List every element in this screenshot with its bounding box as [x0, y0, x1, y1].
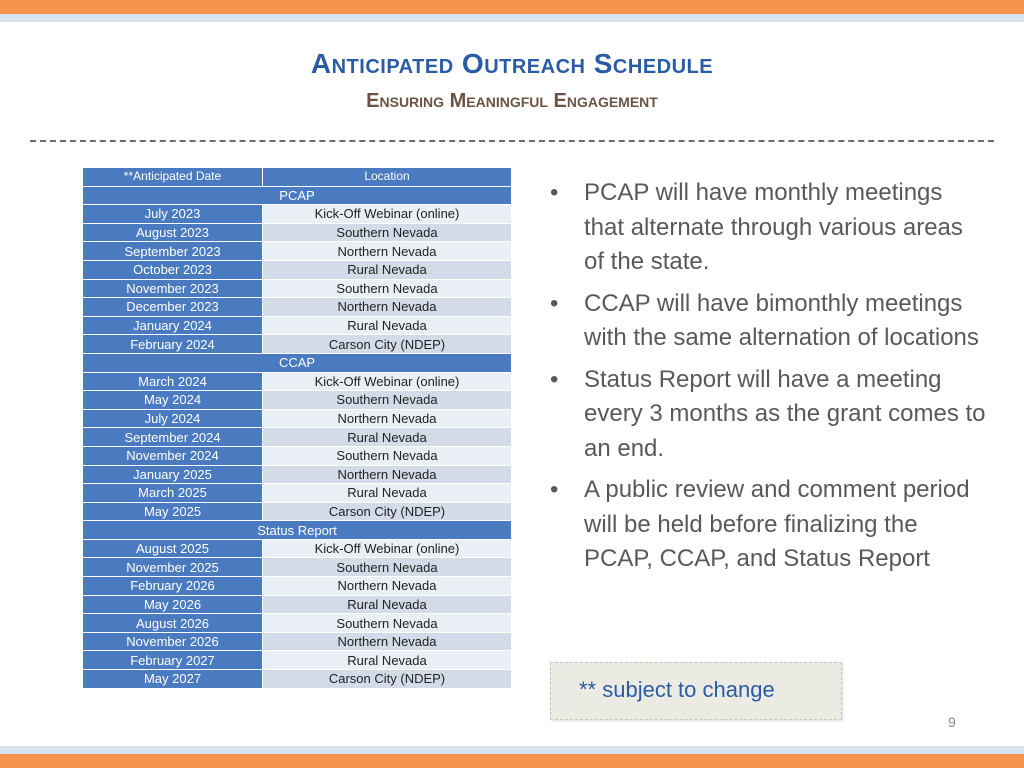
table-row: [83, 558, 512, 577]
date-cell: September 2024: [83, 428, 263, 447]
bottom-orange-band: [0, 754, 1024, 768]
table-row: [83, 614, 512, 633]
location-cell: Kick-Off Webinar (online): [263, 372, 512, 391]
date-cell: August 2026: [83, 614, 263, 633]
location-cell: Northern Nevada: [263, 409, 512, 428]
page-subtitle: Ensuring Meaningful Engagement: [366, 90, 658, 112]
location-cell: Southern Nevada: [263, 446, 512, 465]
date-cell: September 2023: [83, 242, 263, 261]
bullet-item: [548, 287, 988, 356]
date-cell: July 2023: [83, 205, 263, 224]
date-cell: July 2024: [83, 409, 263, 428]
table-row: [83, 242, 512, 261]
page-number: 9: [948, 714, 956, 730]
table-row: [83, 298, 512, 317]
date-cell: January 2024: [83, 316, 263, 335]
table-row: [83, 670, 512, 689]
header-date: **Anticipated Date: [83, 168, 263, 187]
table-row: [83, 632, 512, 651]
table-row: [83, 260, 512, 279]
location-cell: Northern Nevada: [263, 298, 512, 317]
table-row: [83, 372, 512, 391]
location-cell: Carson City (NDEP): [263, 502, 512, 521]
location-cell: Rural Nevada: [263, 260, 512, 279]
date-cell: January 2025: [83, 465, 263, 484]
top-blue-band: [0, 14, 1024, 22]
table-row: [83, 279, 512, 298]
section-row: [83, 353, 512, 372]
table-row: [83, 446, 512, 465]
location-cell: Northern Nevada: [263, 577, 512, 596]
date-cell: December 2023: [83, 298, 263, 317]
top-orange-band: [0, 0, 1024, 14]
location-cell: Rural Nevada: [263, 316, 512, 335]
date-cell: November 2024: [83, 446, 263, 465]
date-cell: May 2027: [83, 670, 263, 689]
section-row: [83, 521, 512, 540]
bullet-dot-icon: •: [550, 365, 559, 393]
date-cell: November 2025: [83, 558, 263, 577]
section-label: PCAP: [83, 186, 512, 205]
table-row: [83, 465, 512, 484]
table-row: [83, 335, 512, 354]
location-cell: Carson City (NDEP): [263, 335, 512, 354]
date-cell: October 2023: [83, 260, 263, 279]
date-cell: February 2026: [83, 577, 263, 596]
table-row: [83, 577, 512, 596]
bullet-text: CCAP will have bimonthly meetings with the same alternation of locations: [584, 289, 979, 351]
location-cell: Northern Nevada: [263, 465, 512, 484]
bullet-dot-icon: •: [550, 476, 559, 503]
page-title: Anticipated Outreach Schedule: [310, 48, 714, 79]
bullet-text: A public review and comment period will be held before finalizing the PCAP, CCAP, and Status Report: [584, 476, 970, 572]
bullet-item: [548, 176, 988, 280]
table-row: [83, 651, 512, 670]
sticky-note: [550, 662, 842, 720]
location-cell: Southern Nevada: [263, 558, 512, 577]
bullet-text: PCAP will have monthly meetings that alternate through various areas of the state.: [584, 179, 963, 275]
table-row: [83, 595, 512, 614]
table-row: [83, 539, 512, 558]
bullet-dot-icon: •: [550, 179, 559, 206]
location-cell: Southern Nevada: [263, 614, 512, 633]
location-cell: Rural Nevada: [263, 651, 512, 670]
date-cell: March 2025: [83, 484, 263, 503]
bullet-text: Status Report will have a meeting every 3 months as the grant comes to an end.: [584, 365, 986, 462]
table-row: [83, 428, 512, 447]
outreach-schedule-table: [82, 167, 512, 689]
table-row: [83, 223, 512, 242]
date-cell: November 2026: [83, 632, 263, 651]
section-label: CCAP: [83, 353, 512, 372]
location-cell: Rural Nevada: [263, 428, 512, 447]
header-location: Location: [263, 168, 512, 187]
table-row: [83, 409, 512, 428]
section-row: [83, 186, 512, 205]
location-cell: Kick-Off Webinar (online): [263, 539, 512, 558]
date-cell: March 2024: [83, 372, 263, 391]
location-cell: Southern Nevada: [263, 279, 512, 298]
table-row: [83, 316, 512, 335]
date-cell: August 2023: [83, 223, 263, 242]
location-cell: Rural Nevada: [263, 484, 512, 503]
bullet-item: [548, 473, 988, 577]
date-cell: February 2027: [83, 651, 263, 670]
location-cell: Rural Nevada: [263, 595, 512, 614]
date-cell: February 2024: [83, 335, 263, 354]
bullet-item: [548, 363, 988, 467]
date-cell: November 2023: [83, 279, 263, 298]
date-cell: May 2024: [83, 391, 263, 410]
table-header-row: [83, 168, 512, 187]
section-label: Status Report: [83, 521, 512, 540]
bullet-list: [548, 176, 988, 584]
location-cell: Northern Nevada: [263, 242, 512, 261]
date-cell: May 2026: [83, 595, 263, 614]
table-row: [83, 391, 512, 410]
dashed-divider: [30, 140, 994, 142]
location-cell: Northern Nevada: [263, 632, 512, 651]
location-cell: Southern Nevada: [263, 391, 512, 410]
table-row: [83, 484, 512, 503]
date-cell: August 2025: [83, 539, 263, 558]
date-cell: May 2025: [83, 502, 263, 521]
table-row: [83, 205, 512, 224]
bottom-blue-band: [0, 746, 1024, 754]
note-text: ** subject to change: [579, 677, 775, 702]
location-cell: Southern Nevada: [263, 223, 512, 242]
bullet-dot-icon: •: [550, 289, 559, 317]
table-row: [83, 502, 512, 521]
location-cell: Kick-Off Webinar (online): [263, 205, 512, 224]
location-cell: Carson City (NDEP): [263, 670, 512, 689]
